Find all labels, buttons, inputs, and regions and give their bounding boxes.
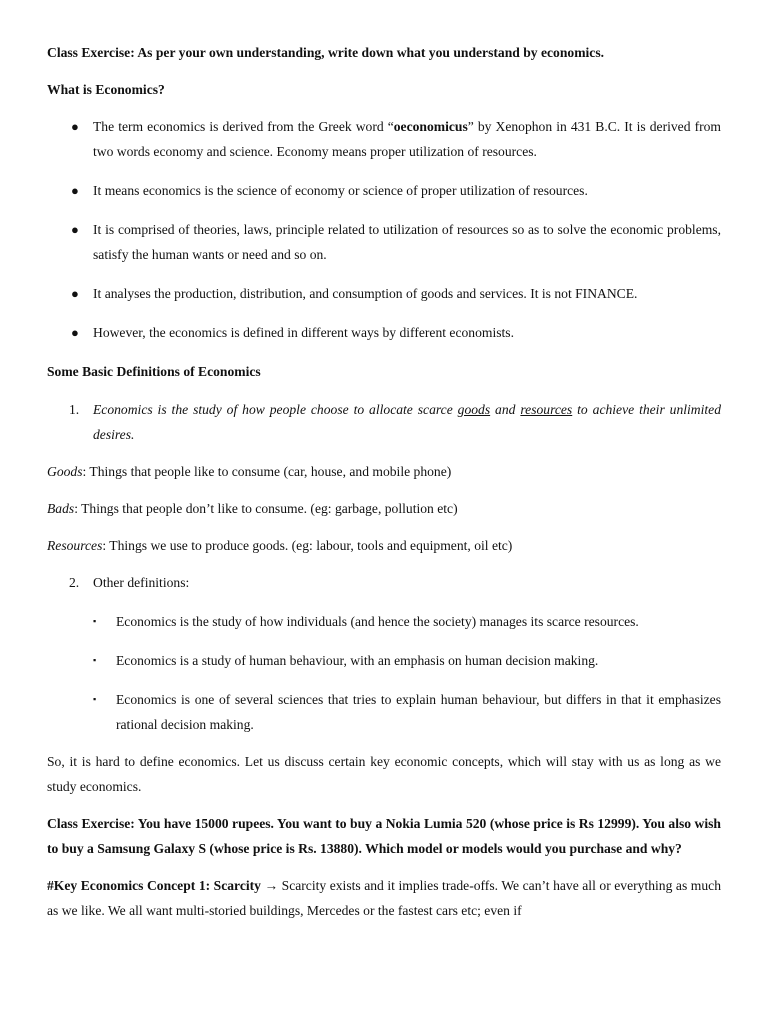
square-bullet-icon: ▪ (93, 616, 97, 626)
bullet-icon: ● (71, 286, 79, 301)
key-concept-paragraph (47, 873, 721, 923)
bads-def: : Things that people don’t like to consume. (eg: garbage, pollution etc) (74, 501, 458, 516)
concept-label: #Key Economics Concept 1: Scarcity (47, 878, 261, 893)
arrow-icon: → (260, 878, 282, 893)
definition-text: to achieve their unlimited desires. (93, 402, 722, 442)
bullet-icon: ● (71, 325, 79, 340)
definition-list-item (47, 687, 721, 737)
bullet-item (47, 178, 721, 203)
definition-list-item (47, 609, 721, 634)
bullet-text: It means economics is the science of economy or science of proper utilization of resources. (93, 183, 588, 198)
bullet-text: However, the economics is defined in different ways by different economists. (93, 325, 514, 340)
bullet-icon: ● (71, 183, 79, 198)
square-bullet-icon: ▪ (93, 655, 97, 665)
bullet-item (47, 217, 721, 267)
greek-word: oeconomicus (393, 119, 468, 134)
resources-term: Resources (47, 538, 103, 553)
bullet-item (47, 320, 721, 345)
bullet-text: It analyses the production, distribution, and consumption of goods and services. It is not FINANCE. (93, 286, 638, 301)
goods-link-text: goods (457, 402, 491, 417)
definitions-heading: Some Basic Definitions of Economics (47, 364, 261, 379)
goods-definition (47, 459, 721, 484)
class-exercise-2: Class Exercise: You have 15000 rupees. You want to buy a Nokia Lumia 520 (whose price is Rs 12999). You also wish to buy a Samsung Galaxy S (whose price is Rs. 13880). Which model or models would you purchase and why? (47, 816, 721, 856)
square-bullet-icon: ▪ (93, 694, 97, 704)
conclusion-paragraph: So, it is hard to define economics. Let us discuss certain key economic concepts, which will stay with us as long as we study economics. (47, 754, 721, 794)
definition-list-item (47, 648, 721, 673)
definition-item-text: Economics is a study of human behaviour, with an emphasis on human decision making. (116, 653, 599, 668)
resources-def: : Things we use to produce goods. (eg: labour, tools and equipment, oil etc) (102, 538, 513, 553)
list-number: 2. (69, 575, 80, 590)
bullet-icon: ● (71, 222, 79, 237)
definition-2 (47, 570, 721, 595)
bullet-text: It is comprised of theories, laws, principle related to utilization of resources so as to solve the economic problems, satisfy the human wants or need and so on. (93, 222, 721, 262)
resources-link-text: resources (520, 402, 573, 417)
goods-def: : Things that people like to consume (car, house, and mobile phone) (82, 464, 452, 479)
goods-term: Goods (47, 464, 83, 479)
definition-1 (47, 397, 721, 447)
bullet-icon: ● (71, 119, 79, 134)
definition-text: Economics is the study of how people choose to allocate scarce (93, 402, 458, 417)
bullet-text: ” by Xenophon in 431 B.C. It is derived from two words economy and science. Economy means proper utilization of resources. (93, 119, 721, 159)
bullet-text: The term economics is derived from the Greek word “ (93, 119, 394, 134)
bads-definition (47, 496, 721, 521)
definition-item-text: Economics is one of several sciences that tries to explain human behaviour, but differs in that it emphasizes rational decision making. (116, 692, 721, 732)
bads-term: Bads (47, 501, 75, 516)
what-is-economics-heading: What is Economics? (47, 82, 165, 97)
definition-text: and (490, 402, 521, 417)
bullet-item (47, 281, 721, 306)
class-exercise-1: Class Exercise: As per your own understanding, write down what you understand by economics. (47, 45, 605, 60)
definition-label: Other definitions: (93, 575, 190, 590)
concept-text: Scarcity exists and it implies trade-offs. We can’t have all or everything as much as we like. We all want multi-storied buildings, Mercedes or the fastest cars etc; even if (47, 878, 721, 918)
list-number: 1. (69, 402, 80, 417)
resources-definition (47, 533, 721, 558)
bullet-item (47, 114, 721, 164)
definition-item-text: Economics is the study of how individuals (and hence the society) manages its scarce resources. (116, 614, 639, 629)
